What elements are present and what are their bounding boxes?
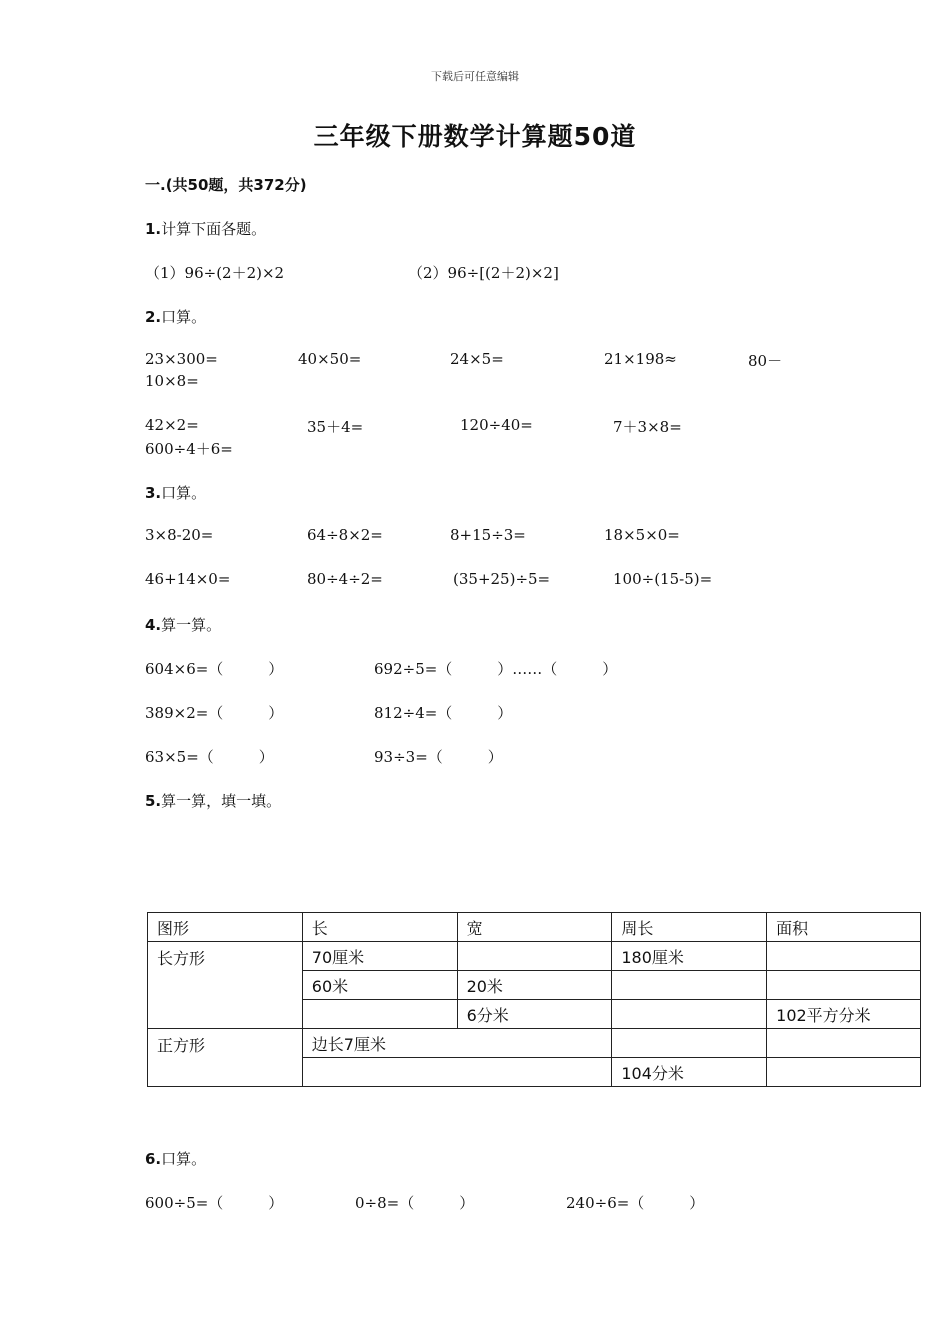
question-2 [145, 306, 206, 327]
question-prompt: 算一算，填一填。 [161, 792, 282, 810]
q2-expr: 80－ [748, 352, 783, 370]
question-number: 3. [145, 484, 162, 502]
rectangle-square-table [147, 912, 921, 1087]
question-5 [145, 790, 281, 811]
table-cell [767, 942, 921, 971]
table-cell: 104分米 [612, 1058, 767, 1087]
question-number: 6. [145, 1150, 162, 1168]
q2-expr: 21×198≈ [604, 350, 677, 368]
q4-expr: 63×5=（ ） [145, 748, 274, 766]
table-header-cell: 周长 [612, 913, 767, 942]
q2-expr: 120÷40= [460, 416, 533, 434]
q6-expr: 600÷5=（ ） [145, 1194, 284, 1212]
table-cell [767, 971, 921, 1000]
table-row [148, 942, 921, 971]
table-cell [302, 1000, 457, 1029]
table-cell [767, 1058, 921, 1087]
question-4 [145, 614, 221, 635]
table-cell: 边长7厘米 [302, 1029, 612, 1058]
table-header-cell: 图形 [148, 913, 303, 942]
table-header-cell: 宽 [457, 913, 612, 942]
q2-expr: 40×50= [298, 350, 362, 368]
table-cell [457, 942, 612, 971]
q3-expr: 3×8-20= [145, 526, 214, 544]
question-3 [145, 482, 206, 503]
question-prompt: 算一算。 [161, 616, 222, 634]
table-cell [612, 1029, 767, 1058]
question-prompt: 口算。 [161, 1150, 207, 1168]
q3-expr: 46+14×0= [145, 570, 231, 588]
table-cell: 60米 [302, 971, 457, 1000]
q2-expr: 23×300= [145, 350, 218, 368]
q4-expr: 812÷4=（ ） [374, 704, 513, 722]
q4-expr: 93÷3=（ ） [374, 748, 503, 766]
q3-expr: (35+25)÷5= [453, 570, 551, 588]
table-cell: 180厘米 [612, 942, 767, 971]
q1-item-2: （2）96÷[(2＋2)×2] [408, 264, 559, 282]
table-cell: 6分米 [457, 1000, 612, 1029]
question-number: 2. [145, 308, 162, 326]
q3-expr: 64÷8×2= [307, 526, 383, 544]
question-prompt: 口算。 [161, 484, 207, 502]
question-1 [145, 218, 266, 239]
page-header: 下载后可任意编辑 [431, 70, 519, 83]
q1-item-1: （1）96÷(2＋2)×2 [145, 264, 285, 282]
page-title: 三年级下册数学计算题50道 [313, 122, 637, 151]
q2-expr-wrap: 10×8= [145, 372, 199, 390]
table-header-cell: 长 [302, 913, 457, 942]
q2-expr: 7＋3×8= [613, 418, 682, 436]
shape-label-square: 正方形 [148, 1029, 303, 1087]
question-prompt: 计算下面各题。 [161, 220, 267, 238]
q3-expr: 18×5×0= [604, 526, 680, 544]
q6-expr: 240÷6=（ ） [566, 1194, 705, 1212]
question-number: 4. [145, 616, 162, 634]
table-cell [612, 971, 767, 1000]
question-prompt: 口算。 [161, 308, 207, 326]
q6-expr: 0÷8=（ ） [355, 1194, 475, 1212]
q4-expr: 389×2=（ ） [145, 704, 284, 722]
q2-expr: 42×2= [145, 416, 199, 434]
question-number: 5. [145, 792, 162, 810]
shape-label-rectangle: 长方形 [148, 942, 303, 1029]
table-header-row [148, 913, 921, 942]
q2-expr: 24×5= [450, 350, 504, 368]
table-cell [612, 1000, 767, 1029]
question-number: 1. [145, 220, 162, 238]
q4-expr: 692÷5=（ ）……（ ） [374, 660, 618, 678]
table-cell [767, 1029, 921, 1058]
table-row [148, 1029, 921, 1058]
table-header-cell: 面积 [767, 913, 921, 942]
section-heading: 一.(共50题，共372分) [145, 176, 307, 194]
table-cell: 102平方分米 [767, 1000, 921, 1029]
table-cell [302, 1058, 612, 1087]
q2-expr: 35＋4= [307, 418, 364, 436]
q3-expr: 80÷4÷2= [307, 570, 383, 588]
table-cell: 20米 [457, 971, 612, 1000]
question-6 [145, 1148, 206, 1169]
q2-expr-wrap: 600÷4＋6= [145, 440, 233, 458]
q3-expr: 100÷(15-5)= [613, 570, 713, 588]
table-cell: 70厘米 [302, 942, 457, 971]
q3-expr: 8+15÷3= [450, 526, 526, 544]
q4-expr: 604×6=（ ） [145, 660, 284, 678]
